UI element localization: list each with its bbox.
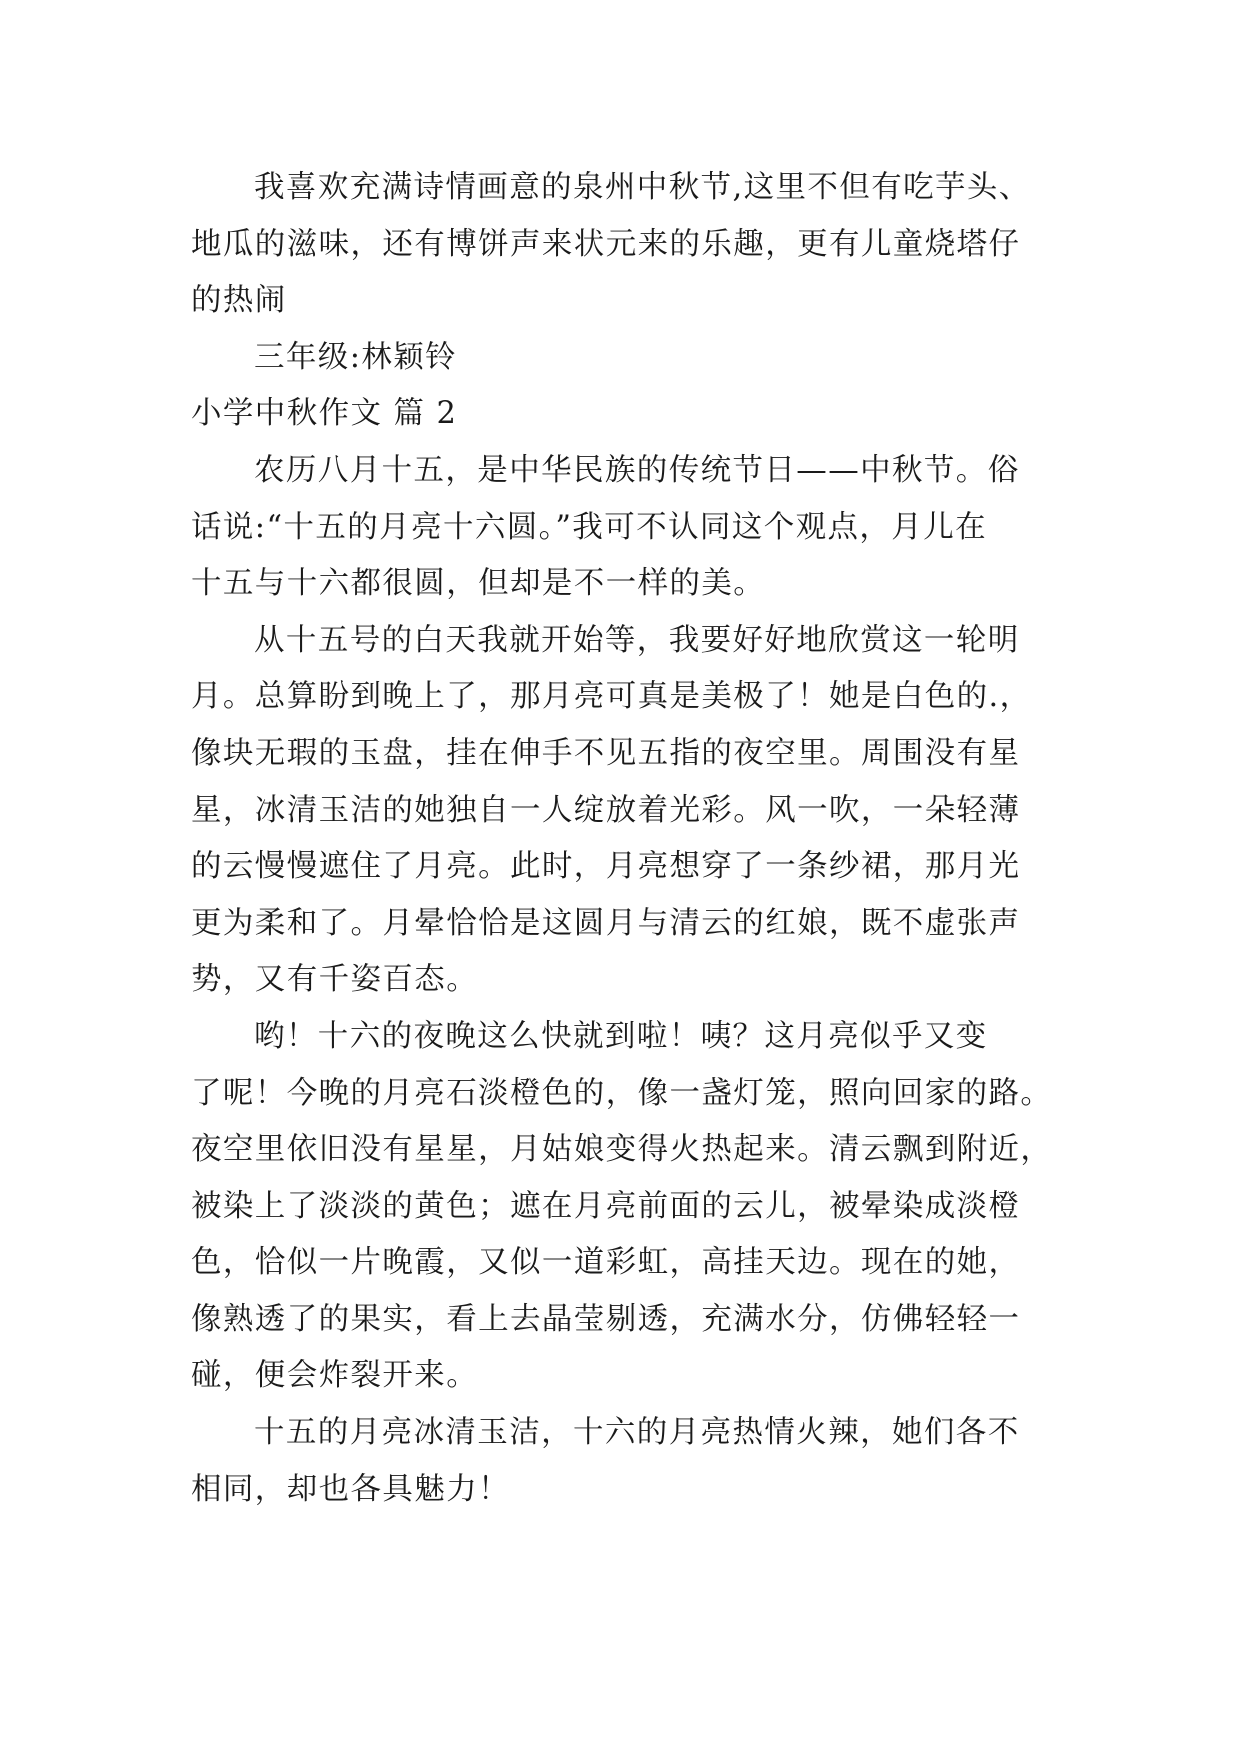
paragraph-line: 从十五号的白天我就开始等，我要好好地欣赏这一轮明 xyxy=(254,622,1020,658)
paragraph-line: 碰，便会炸裂开来。 xyxy=(191,1358,479,1394)
paragraph-line: 我喜欢充满诗情画意的泉州中秋节,这里不但有吃芋头、 xyxy=(254,170,1031,205)
paragraph-5 xyxy=(191,1405,1091,1518)
paragraph-line: 农历八月十五，是中华民族的传统节日——中秋节。俗 xyxy=(254,452,1020,488)
paragraph-line: 十五的月亮冰清玉洁，十六的月亮热情火辣，她们各不 xyxy=(254,1415,1020,1451)
paragraph-line: 哟！十六的夜晚这么快就到啦！咦？这月亮似乎又变 xyxy=(254,1018,988,1054)
paragraph-4 xyxy=(191,1009,1091,1405)
paragraph-line: 像块无瑕的玉盘，挂在伸手不见五指的夜空里。周围没有星 xyxy=(191,735,1021,771)
section-heading: 小学中秋作文 篇 2 xyxy=(191,396,458,432)
paragraph-line: 势，又有千姿百态。 xyxy=(191,962,479,998)
paragraph-line: 地瓜的滋味，还有博饼声来状元来的乐趣，更有儿童烧塔仔 xyxy=(191,226,1021,262)
paragraph-line: 月。总算盼到晚上了，那月亮可真是美极了！她是白色的.， xyxy=(191,679,1032,715)
paragraph-line: 更为柔和了。月晕恰恰是这圆月与清云的红娘，既不虚张声 xyxy=(191,905,1021,941)
paragraph-line: 的云慢慢遮住了月亮。此时，月亮想穿了一条纱裙，那月光 xyxy=(191,849,1021,885)
paragraph-2 xyxy=(191,443,1091,613)
essay-text xyxy=(191,160,1091,1518)
paragraph-line: 的热闹 xyxy=(191,283,287,319)
paragraph-line: 十五与十六都很圆，但却是不一样的美。 xyxy=(191,566,766,602)
paragraph-line: 色，恰似一片晚霞，又似一道彩虹，高挂天边。现在的她， xyxy=(191,1245,1021,1281)
paragraph-line: 星，冰清玉洁的她独自一人绽放着光彩。风一吹，一朵轻薄 xyxy=(191,792,1021,828)
paragraph-3 xyxy=(191,613,1091,1009)
paragraph-line: 话说:“十五的月亮十六圆。”我可不认同这个观点，月儿在 xyxy=(191,509,988,545)
paragraph-line: 了呢！今晚的月亮石淡橙色的，像一盏灯笼，照向回家的路。 xyxy=(191,1075,1053,1111)
paragraph-line: 相同，却也各具魅力！ xyxy=(191,1471,510,1507)
paragraph-line: 被染上了淡淡的黄色；遮在月亮前面的云儿，被晕染成淡橙 xyxy=(191,1188,1021,1224)
paragraph-line: 夜空里依旧没有星星，月姑娘变得火热起来。清云飘到附近， xyxy=(191,1132,1053,1168)
author-line: 三年级:林颖铃 xyxy=(254,339,458,375)
paragraph-line: 像熟透了的果实，看上去晶莹剔透，充满水分，仿佛轻轻一 xyxy=(191,1301,1021,1337)
paragraph-1 xyxy=(191,160,1091,330)
